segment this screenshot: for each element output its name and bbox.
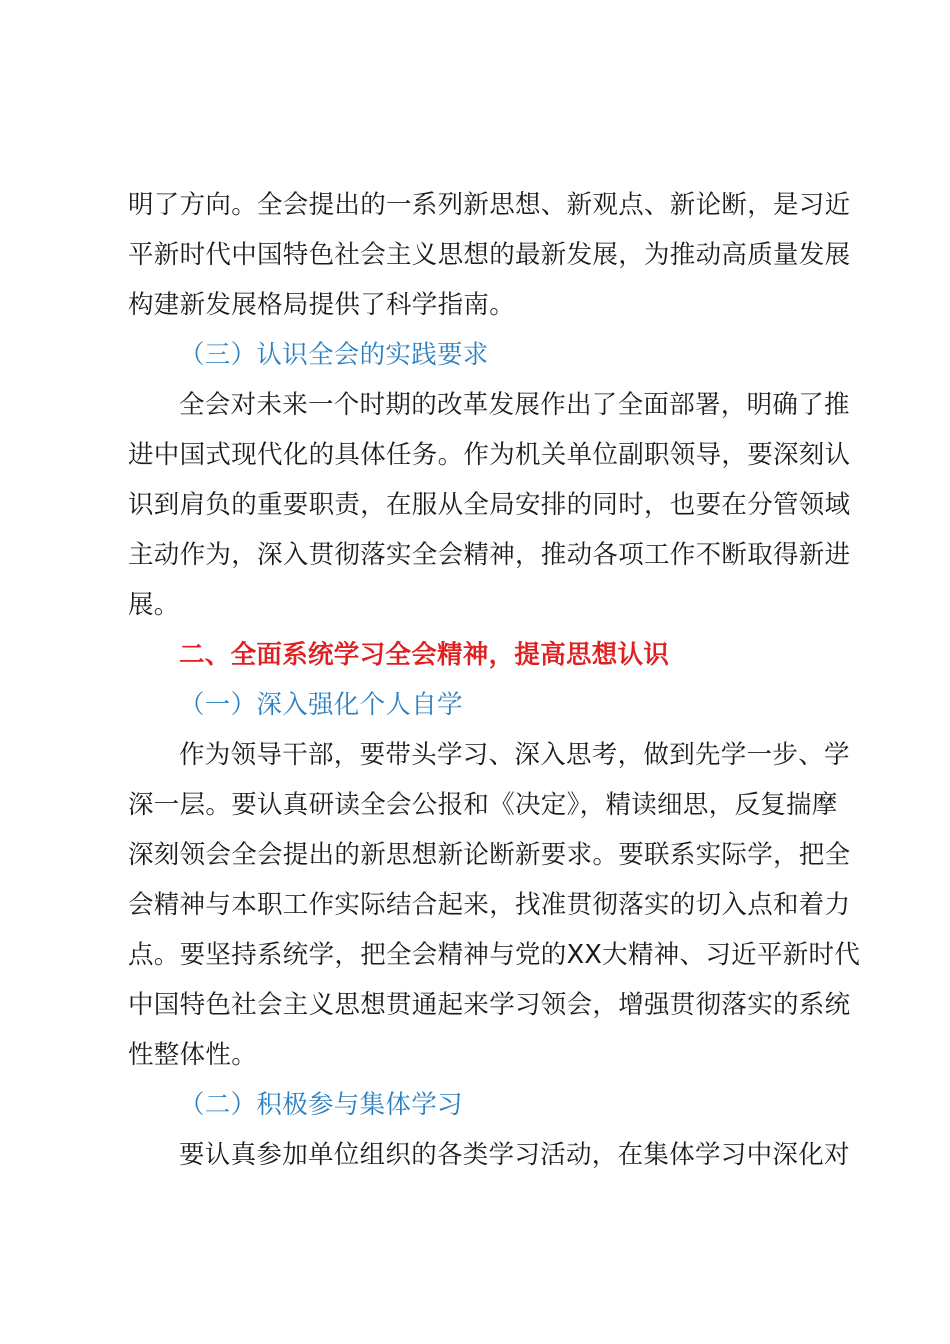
text-line: 平新时代中国特色社会主义思想的最新发展，为推动高质量发展 [128,240,851,270]
section-subheading-2: （二）积极参与集体学习 [179,1090,463,1120]
document-body [128,180,861,1180]
text-line: 明了方向。全会提出的一系列新思想、新观点、新论断，是习近 [128,190,851,220]
text-line: 进中国式现代化的具体任务。作为机关单位副职领导，要深刻认 [128,440,851,470]
text-line: 深一层。要认真研读全会公报和《决定》，精读细思，反复揣摩 [128,790,838,820]
text-line: 要认真参加单位组织的各类学习活动，在集体学习中深化对 [179,1140,850,1170]
section-subheading-3: （三）认识全会的实践要求 [179,340,489,370]
text-line: 中国特色社会主义思想贯通起来学习领会，增强贯彻落实的系统 [128,990,851,1020]
paragraph [128,380,851,630]
text-line: 点。要坚持系统学，把全会精神与党的XX大精神、习近平新时代 [128,940,861,970]
text-line: 展。 [128,590,180,620]
section-heading-2: 二、全面系统学习全会精神，提高思想认识 [179,640,670,670]
text-line: 作为领导干部，要带头学习、深入思考，做到先学一步、学 [179,740,850,770]
text-line: 深刻领会全会提出的新思想新论断新要求。要联系实际学，把全 [128,840,851,870]
section-subheading-1: （一）深入强化个人自学 [179,690,463,720]
text-line: 识到肩负的重要职责，在服从全局安排的同时，也要在分管领域 [128,490,851,520]
text-line: 性整体性。 [128,1040,258,1070]
text-line: 全会对未来一个时期的改革发展作出了全面部署，明确了推 [179,390,850,420]
text-line: 主动作为，深入贯彻落实全会精神，推动各项工作不断取得新进 [128,540,851,570]
text-line: 会精神与本职工作实际结合起来，找准贯彻落实的切入点和着力 [128,890,851,920]
paragraph [128,730,861,1080]
paragraph [128,1130,848,1180]
text-line: 构建新发展格局提供了科学指南。 [128,290,516,320]
paragraph-continued [128,180,851,330]
